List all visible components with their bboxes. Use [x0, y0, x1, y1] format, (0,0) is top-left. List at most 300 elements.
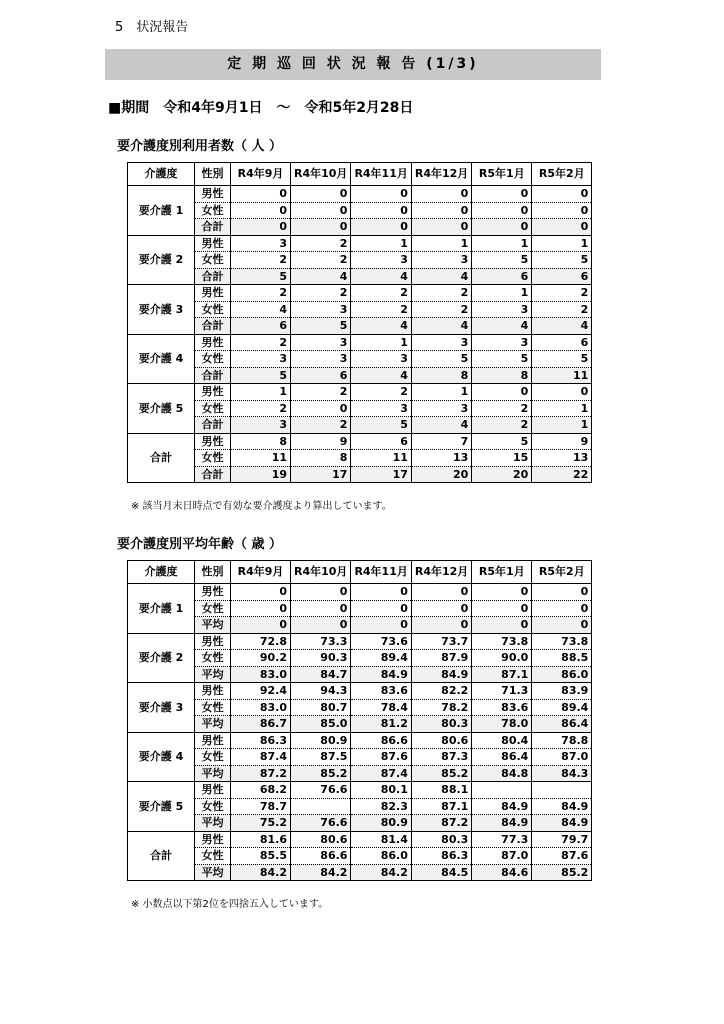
value-cell: 86.6 — [291, 848, 351, 865]
value-cell: 85.2 — [291, 765, 351, 782]
value-cell: 85.2 — [532, 864, 592, 881]
value-cell: 11 — [231, 450, 291, 467]
value-cell: 68.2 — [231, 782, 291, 799]
sex-cell: 男性 — [195, 683, 231, 700]
value-cell: 0 — [351, 584, 411, 601]
value-cell: 80.9 — [291, 732, 351, 749]
care-level-cell: 要介護 2 — [128, 235, 195, 285]
value-cell: 83.0 — [231, 666, 291, 683]
value-cell: 4 — [351, 268, 411, 285]
table-row — [128, 699, 592, 716]
value-cell: 86.6 — [351, 732, 411, 749]
table-row — [128, 334, 592, 351]
value-cell: 83.9 — [532, 683, 592, 700]
table-row — [128, 864, 592, 881]
value-cell: 84.8 — [472, 765, 532, 782]
value-cell: 5 — [231, 367, 291, 384]
value-cell: 71.3 — [472, 683, 532, 700]
value-cell: 0 — [291, 186, 351, 203]
average-age-by-care-level-table — [127, 560, 592, 881]
value-cell: 0 — [411, 617, 471, 634]
sex-cell: 合計 — [195, 417, 231, 434]
table-row — [128, 749, 592, 766]
value-cell: 5 — [291, 318, 351, 335]
sex-cell: 男性 — [195, 584, 231, 601]
value-cell: 0 — [351, 600, 411, 617]
table-row — [128, 617, 592, 634]
sex-cell: 男性 — [195, 433, 231, 450]
value-cell: 2 — [231, 285, 291, 302]
value-cell: 13 — [411, 450, 471, 467]
care-level-cell: 要介護 3 — [128, 285, 195, 335]
value-cell: 86.0 — [351, 848, 411, 865]
table-row — [128, 318, 592, 335]
users-by-care-level-table — [127, 162, 592, 483]
header-care-level: 介護度 — [128, 163, 195, 186]
value-cell: 87.1 — [411, 798, 471, 815]
value-cell: 1 — [532, 400, 592, 417]
value-cell: 13 — [532, 450, 592, 467]
value-cell: 17 — [291, 466, 351, 483]
value-cell: 20 — [472, 466, 532, 483]
value-cell: 9 — [532, 433, 592, 450]
sex-cell: 女性 — [195, 252, 231, 269]
table-row — [128, 219, 592, 236]
care-level-cell: 合計 — [128, 433, 195, 483]
sex-cell: 男性 — [195, 384, 231, 401]
value-cell: 2 — [231, 334, 291, 351]
value-cell: 84.9 — [532, 798, 592, 815]
sex-cell: 女性 — [195, 400, 231, 417]
table-header-row — [128, 163, 592, 186]
value-cell: 80.1 — [351, 782, 411, 799]
sex-cell: 平均 — [195, 666, 231, 683]
value-cell: 3 — [231, 417, 291, 434]
value-cell: 3 — [472, 334, 532, 351]
sex-cell: 男性 — [195, 633, 231, 650]
value-cell: 6 — [532, 334, 592, 351]
value-cell: 0 — [532, 186, 592, 203]
header-care-level: 介護度 — [128, 561, 195, 584]
value-cell: 80.3 — [411, 831, 471, 848]
value-cell: 0 — [532, 584, 592, 601]
value-cell: 87.2 — [411, 815, 471, 832]
value-cell: 0 — [472, 584, 532, 601]
header-month-4: R4年12月 — [411, 163, 471, 186]
value-cell: 2 — [351, 384, 411, 401]
value-cell: 87.5 — [291, 749, 351, 766]
value-cell: 76.6 — [291, 815, 351, 832]
sex-cell: 男性 — [195, 732, 231, 749]
table-row — [128, 831, 592, 848]
sex-cell: 男性 — [195, 285, 231, 302]
value-cell: 0 — [532, 202, 592, 219]
header-month-1: R4年9月 — [231, 163, 291, 186]
value-cell: 5 — [411, 351, 471, 368]
value-cell: 1 — [472, 235, 532, 252]
value-cell: 4 — [411, 417, 471, 434]
header-month-3: R4年11月 — [351, 561, 411, 584]
value-cell: 1 — [351, 235, 411, 252]
value-cell: 90.3 — [291, 650, 351, 667]
value-cell: 87.6 — [532, 848, 592, 865]
value-cell: 0 — [532, 384, 592, 401]
value-cell: 84.9 — [411, 666, 471, 683]
sex-cell: 平均 — [195, 716, 231, 733]
value-cell: 4 — [532, 318, 592, 335]
value-cell: 92.4 — [231, 683, 291, 700]
table-row — [128, 633, 592, 650]
table-row — [128, 235, 592, 252]
table-row — [128, 450, 592, 467]
sex-cell: 女性 — [195, 798, 231, 815]
value-cell: 0 — [472, 617, 532, 634]
sex-cell: 合計 — [195, 466, 231, 483]
header-month-2: R4年10月 — [291, 561, 351, 584]
value-cell: 87.0 — [472, 848, 532, 865]
value-cell: 83.6 — [351, 683, 411, 700]
table-row — [128, 351, 592, 368]
value-cell: 84.9 — [351, 666, 411, 683]
value-cell: 8 — [231, 433, 291, 450]
sex-cell: 女性 — [195, 600, 231, 617]
value-cell: 1 — [411, 384, 471, 401]
value-cell: 4 — [351, 367, 411, 384]
value-cell: 5 — [351, 417, 411, 434]
care-level-cell: 要介護 5 — [128, 782, 195, 832]
value-cell: 87.4 — [351, 765, 411, 782]
value-cell: 77.3 — [472, 831, 532, 848]
value-cell: 0 — [472, 202, 532, 219]
value-cell: 78.7 — [231, 798, 291, 815]
table-row — [128, 202, 592, 219]
header-month-4: R4年12月 — [411, 561, 471, 584]
sex-cell: 合計 — [195, 219, 231, 236]
value-cell: 2 — [472, 400, 532, 417]
value-cell: 11 — [351, 450, 411, 467]
sex-cell: 男性 — [195, 235, 231, 252]
value-cell: 19 — [231, 466, 291, 483]
value-cell: 2 — [291, 235, 351, 252]
value-cell: 4 — [411, 268, 471, 285]
value-cell: 73.8 — [472, 633, 532, 650]
value-cell: 5 — [472, 252, 532, 269]
value-cell: 0 — [351, 617, 411, 634]
value-cell: 78.2 — [411, 699, 471, 716]
table-row — [128, 848, 592, 865]
sex-cell: 合計 — [195, 268, 231, 285]
value-cell: 4 — [411, 318, 471, 335]
value-cell: 80.6 — [291, 831, 351, 848]
value-cell: 2 — [291, 252, 351, 269]
value-cell: 20 — [411, 466, 471, 483]
value-cell: 1 — [532, 417, 592, 434]
table-row — [128, 367, 592, 384]
value-cell: 4 — [291, 268, 351, 285]
table-row — [128, 285, 592, 302]
value-cell: 0 — [231, 186, 291, 203]
value-cell: 84.2 — [291, 864, 351, 881]
value-cell: 2 — [472, 417, 532, 434]
value-cell: 7 — [411, 433, 471, 450]
value-cell: 3 — [351, 400, 411, 417]
table-row — [128, 732, 592, 749]
value-cell: 2 — [411, 301, 471, 318]
value-cell: 89.4 — [532, 699, 592, 716]
value-cell: 85.5 — [231, 848, 291, 865]
table-row — [128, 666, 592, 683]
value-cell: 4 — [351, 318, 411, 335]
value-cell: 1 — [472, 285, 532, 302]
value-cell: 84.7 — [291, 666, 351, 683]
header-month-3: R4年11月 — [351, 163, 411, 186]
value-cell: 73.8 — [532, 633, 592, 650]
care-level-cell: 要介護 5 — [128, 384, 195, 434]
value-cell: 4 — [231, 301, 291, 318]
table-row — [128, 186, 592, 203]
value-cell: 83.6 — [472, 699, 532, 716]
value-cell: 6 — [351, 433, 411, 450]
value-cell: 73.6 — [351, 633, 411, 650]
care-level-cell: 要介護 4 — [128, 334, 195, 384]
table-row — [128, 650, 592, 667]
value-cell: 2 — [291, 417, 351, 434]
sex-cell: 女性 — [195, 848, 231, 865]
value-cell: 0 — [472, 600, 532, 617]
value-cell: 82.3 — [351, 798, 411, 815]
table-row — [128, 815, 592, 832]
value-cell: 88.5 — [532, 650, 592, 667]
value-cell: 0 — [291, 202, 351, 219]
value-cell: 80.7 — [291, 699, 351, 716]
table-row — [128, 301, 592, 318]
value-cell: 86.3 — [411, 848, 471, 865]
value-cell: 0 — [411, 584, 471, 601]
care-level-cell: 要介護 3 — [128, 683, 195, 733]
value-cell: 73.3 — [291, 633, 351, 650]
value-cell: 3 — [231, 351, 291, 368]
value-cell: 75.2 — [231, 815, 291, 832]
value-cell: 3 — [291, 351, 351, 368]
value-cell: 2 — [291, 285, 351, 302]
value-cell: 2 — [411, 285, 471, 302]
header-month-2: R4年10月 — [291, 163, 351, 186]
value-cell: 87.6 — [351, 749, 411, 766]
sex-cell: 女性 — [195, 450, 231, 467]
sex-cell: 男性 — [195, 782, 231, 799]
value-cell: 5 — [532, 252, 592, 269]
sex-cell: 合計 — [195, 367, 231, 384]
value-cell: 87.9 — [411, 650, 471, 667]
value-cell: 84.3 — [532, 765, 592, 782]
value-cell: 94.3 — [291, 683, 351, 700]
value-cell: 1 — [351, 334, 411, 351]
section-title: 5 状況報告 — [115, 20, 189, 35]
care-level-cell: 要介護 1 — [128, 584, 195, 634]
value-cell: 0 — [411, 202, 471, 219]
value-cell: 3 — [291, 334, 351, 351]
value-cell: 0 — [231, 617, 291, 634]
table-row — [128, 384, 592, 401]
value-cell: 0 — [472, 219, 532, 236]
table-header-row — [128, 561, 592, 584]
value-cell: 87.2 — [231, 765, 291, 782]
value-cell: 0 — [411, 219, 471, 236]
value-cell: 2 — [231, 400, 291, 417]
care-level-cell: 要介護 1 — [128, 186, 195, 236]
value-cell: 5 — [472, 433, 532, 450]
header-month-1: R4年9月 — [231, 561, 291, 584]
value-cell: 0 — [231, 202, 291, 219]
value-cell: 3 — [411, 252, 471, 269]
value-cell: 80.3 — [411, 716, 471, 733]
value-cell: 4 — [472, 318, 532, 335]
value-cell: 0 — [231, 600, 291, 617]
value-cell: 2 — [351, 285, 411, 302]
table-row — [128, 600, 592, 617]
table-row — [128, 466, 592, 483]
value-cell — [472, 782, 532, 799]
sex-cell: 女性 — [195, 650, 231, 667]
sex-cell: 平均 — [195, 815, 231, 832]
value-cell: 84.6 — [472, 864, 532, 881]
value-cell: 85.2 — [411, 765, 471, 782]
value-cell: 0 — [231, 584, 291, 601]
value-cell: 86.0 — [532, 666, 592, 683]
header-month-5: R5年1月 — [472, 163, 532, 186]
value-cell: 90.0 — [472, 650, 532, 667]
value-cell: 0 — [231, 219, 291, 236]
table2-caption: 要介護度別平均年齢（ 歳 ） — [117, 537, 283, 552]
value-cell: 2 — [532, 285, 592, 302]
value-cell: 83.0 — [231, 699, 291, 716]
value-cell: 0 — [291, 400, 351, 417]
value-cell: 15 — [472, 450, 532, 467]
table-row — [128, 765, 592, 782]
value-cell: 6 — [231, 318, 291, 335]
value-cell: 0 — [411, 186, 471, 203]
value-cell: 84.5 — [411, 864, 471, 881]
value-cell: 84.9 — [472, 815, 532, 832]
value-cell: 3 — [291, 301, 351, 318]
value-cell: 81.2 — [351, 716, 411, 733]
care-level-cell: 合計 — [128, 831, 195, 881]
value-cell: 3 — [411, 400, 471, 417]
value-cell: 0 — [532, 600, 592, 617]
table-row — [128, 584, 592, 601]
sex-cell: 女性 — [195, 202, 231, 219]
value-cell: 86.7 — [231, 716, 291, 733]
sex-cell: 男性 — [195, 831, 231, 848]
value-cell: 76.6 — [291, 782, 351, 799]
value-cell: 84.9 — [472, 798, 532, 815]
value-cell: 86.3 — [231, 732, 291, 749]
value-cell: 78.0 — [472, 716, 532, 733]
value-cell: 0 — [472, 186, 532, 203]
value-cell: 87.3 — [411, 749, 471, 766]
sex-cell: 男性 — [195, 186, 231, 203]
value-cell: 85.0 — [291, 716, 351, 733]
value-cell: 88.1 — [411, 782, 471, 799]
value-cell: 6 — [291, 367, 351, 384]
table2-note: ※ 小数点以下第2位を四捨五入しています。 — [131, 899, 329, 910]
value-cell: 82.2 — [411, 683, 471, 700]
value-cell: 0 — [351, 202, 411, 219]
care-level-cell: 要介護 2 — [128, 633, 195, 683]
sex-cell: 平均 — [195, 765, 231, 782]
value-cell: 87.1 — [472, 666, 532, 683]
value-cell — [532, 782, 592, 799]
value-cell: 22 — [532, 466, 592, 483]
value-cell: 0 — [291, 219, 351, 236]
table1-note: ※ 該当月末日時点で有効な要介護度より算出しています。 — [131, 501, 392, 512]
value-cell: 2 — [291, 384, 351, 401]
value-cell: 80.9 — [351, 815, 411, 832]
value-cell: 0 — [351, 219, 411, 236]
value-cell: 8 — [472, 367, 532, 384]
value-cell: 3 — [231, 235, 291, 252]
sex-cell: 男性 — [195, 334, 231, 351]
sex-cell: 合計 — [195, 318, 231, 335]
value-cell: 3 — [411, 334, 471, 351]
sex-cell: 女性 — [195, 699, 231, 716]
sex-cell: 女性 — [195, 749, 231, 766]
value-cell: 89.4 — [351, 650, 411, 667]
value-cell: 9 — [291, 433, 351, 450]
value-cell: 2 — [351, 301, 411, 318]
value-cell: 86.4 — [532, 716, 592, 733]
value-cell: 0 — [532, 219, 592, 236]
value-cell: 3 — [351, 351, 411, 368]
care-level-cell: 要介護 4 — [128, 732, 195, 782]
value-cell: 8 — [291, 450, 351, 467]
value-cell: 90.2 — [231, 650, 291, 667]
value-cell: 84.2 — [231, 864, 291, 881]
value-cell: 6 — [532, 268, 592, 285]
table-row — [128, 417, 592, 434]
sex-cell: 平均 — [195, 864, 231, 881]
value-cell: 1 — [411, 235, 471, 252]
table-row — [128, 433, 592, 450]
table-row — [128, 683, 592, 700]
value-cell: 6 — [472, 268, 532, 285]
value-cell: 5 — [231, 268, 291, 285]
value-cell: 87.4 — [231, 749, 291, 766]
value-cell: 78.8 — [532, 732, 592, 749]
value-cell: 81.4 — [351, 831, 411, 848]
value-cell: 17 — [351, 466, 411, 483]
value-cell: 1 — [532, 235, 592, 252]
value-cell: 1 — [231, 384, 291, 401]
header-sex: 性別 — [195, 561, 231, 584]
value-cell: 73.7 — [411, 633, 471, 650]
value-cell: 5 — [532, 351, 592, 368]
header-sex: 性別 — [195, 163, 231, 186]
value-cell: 0 — [532, 617, 592, 634]
value-cell: 80.6 — [411, 732, 471, 749]
value-cell: 0 — [351, 186, 411, 203]
value-cell: 3 — [472, 301, 532, 318]
table1-caption: 要介護度別利用者数（ 人 ） — [117, 139, 283, 154]
table-row — [128, 782, 592, 799]
value-cell: 0 — [472, 384, 532, 401]
table-row — [128, 252, 592, 269]
report-period: ■期間 令和4年9月1日 ～ 令和5年2月28日 — [108, 100, 414, 116]
sex-cell: 女性 — [195, 301, 231, 318]
header-month-6: R5年2月 — [532, 163, 592, 186]
value-cell: 84.2 — [351, 864, 411, 881]
report-banner-title: 定 期 巡 回 状 況 報 告 (1/3) — [105, 49, 601, 80]
